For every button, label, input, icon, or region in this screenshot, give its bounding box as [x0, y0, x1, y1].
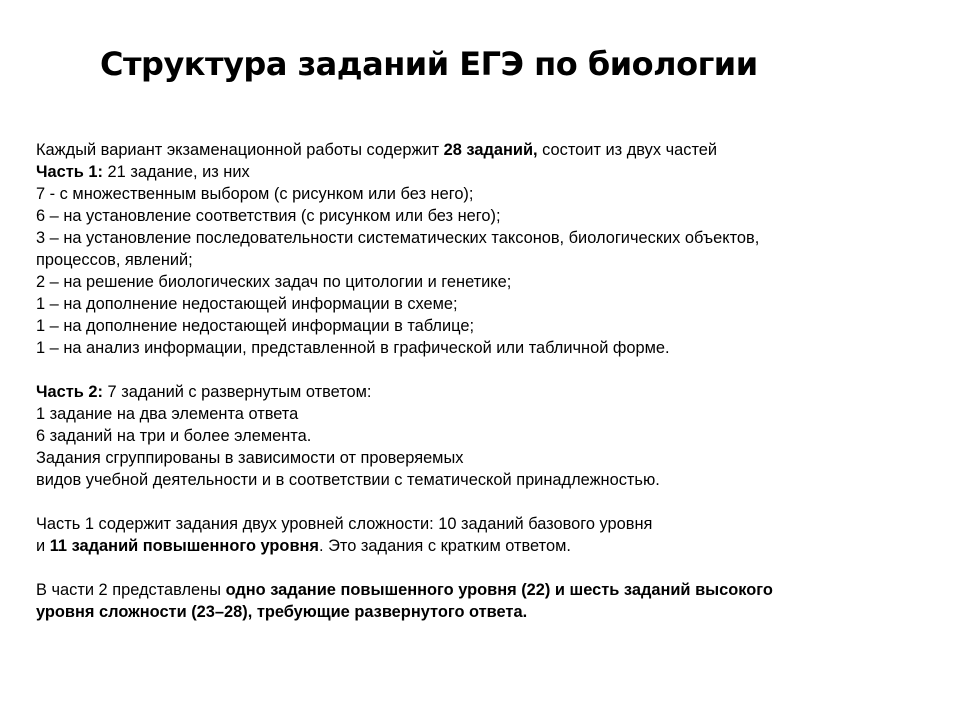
part2-label: Часть 2:	[36, 383, 103, 401]
part1-item: 7 - с множественным выбором (с рисунком или без него);	[36, 185, 474, 203]
slide-body	[36, 139, 936, 623]
part2-levels-bold: одно задание повышенного уровня (22) и шесть заданий высокого	[225, 581, 773, 599]
part1-label: Часть 1:	[36, 163, 103, 181]
part2-levels-bold: уровня сложности (23–28), требующие развернутого ответа.	[36, 603, 528, 621]
part1-item: 1 – на дополнение недостающей информации в таблице;	[36, 317, 475, 335]
part1-item: 6 – на установление соответствия (с рисунком или без него);	[36, 207, 501, 225]
part1-summary: 21 задание, из них	[102, 163, 250, 181]
part2-levels-prefix: В части 2 представлены	[36, 581, 226, 599]
intro-parts: состоит из двух частей	[537, 141, 718, 159]
part1-item: 3 – на установление последовательности систематических таксонов, биологических объектов,	[36, 229, 760, 247]
intro-text: Каждый вариант экзаменационной работы содержит	[36, 141, 444, 159]
part2-header	[36, 381, 936, 403]
levels-suffix: . Это задания с кратким ответом.	[319, 537, 571, 555]
part2-summary: 7 заданий с развернутым ответом:	[102, 383, 372, 401]
part2-levels-line	[36, 579, 936, 601]
spacer	[36, 359, 936, 381]
slide-title: Структура заданий ЕГЭ по биологии	[100, 45, 758, 83]
part1-item: 2 – на решение биологических задач по цитологии и генетике;	[36, 273, 512, 291]
spacer	[36, 557, 936, 579]
part2-levels-line	[36, 601, 936, 623]
part2-item: Задания сгруппированы в зависимости от проверяемых	[36, 449, 464, 467]
part2-item: видов учебной деятельности и в соответствии с тематической принадлежностью.	[36, 471, 660, 489]
part2-item: 6 заданий на три и более элемента.	[36, 427, 312, 445]
levels-advanced-count: 11 заданий повышенного уровня	[49, 537, 319, 555]
part1-item: 1 – на дополнение недостающей информации в схеме;	[36, 295, 458, 313]
levels-prefix: и	[36, 537, 50, 555]
levels-line	[36, 535, 936, 557]
part1-header	[36, 161, 936, 183]
intro-line	[36, 139, 936, 161]
spacer	[36, 491, 936, 513]
part1-item: 1 – на анализ информации, представленной в графической или табличной форме.	[36, 339, 670, 357]
levels-line: Часть 1 содержит задания двух уровней сложности: 10 заданий базового уровня	[36, 515, 653, 533]
intro-task-count: 28 заданий,	[443, 141, 538, 159]
part1-item: процессов, явлений;	[36, 251, 193, 269]
part2-item: 1 задание на два элемента ответа	[36, 405, 299, 423]
